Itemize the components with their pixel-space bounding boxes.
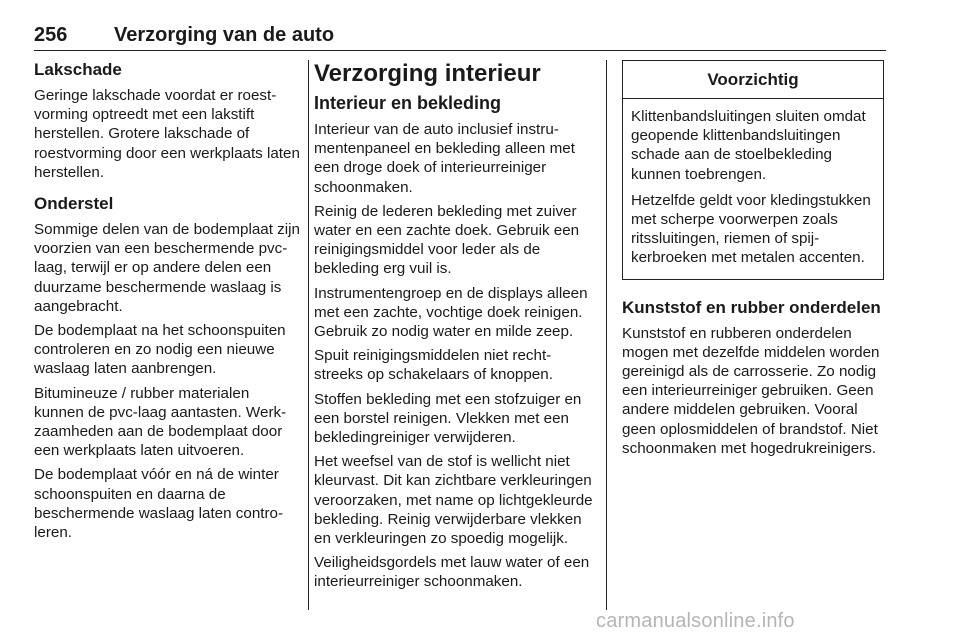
- paragraph: Stoffen bekleding met een stofzuiger en een borstel reinigen. Vlekken met een bekledingreiniger verwijderen.: [314, 390, 582, 447]
- paragraph: Sommige delen van de bodemplaat zijn voorzien van een beschermende pvc-laag, terwijl er op andere delen een duurzame beschermende waslaag is aangebracht.: [34, 221, 300, 315]
- paragraph: Spuit reinigingsmiddelen niet rechtstreeks op schakelaars of knoppen.: [314, 347, 553, 384]
- page-header: [34, 22, 886, 51]
- page-number: 256: [34, 24, 68, 46]
- chapter-heading: Verzorging interieur: [314, 60, 541, 87]
- paragraph: Kunststof en rubberen onderdelen mogen met dezelfde middelen worden gereinigd als de carrosserie. Zo nodig een interieurreiniger gebruiken. Geen andere middelen gebruiken. Vooral geen oplosmiddelen of brandstof. Niet schoonmaken met hogedrukreinigers.: [622, 324, 880, 457]
- paragraph: De bodemplaat vóór en ná de winter schoonspuiten en daarna de beschermende waslaag laten controleren.: [34, 466, 284, 542]
- section-heading-lakschade: Lakschade: [34, 60, 122, 79]
- paragraph: Bitumineuze / rubber materialen kunnen de pvc-laag aantasten. Werkzaamheden aan de bodemplaat door een werkplaats laten uitvoeren.: [34, 384, 287, 460]
- caution-box: [622, 60, 884, 280]
- watermark-text: carmanualsonline.info: [596, 610, 795, 632]
- paragraph: Interieur van de auto inclusief instrumentenpaneel en bekleding alleen met een droge doek of interieurreiniger schoonmaken.: [314, 121, 575, 196]
- paragraph: Veiligheidsgordels met lauw water of een interieurreiniger schoonmaken.: [314, 554, 590, 591]
- paragraph: Geringe lakschade voordat er roestvorming optreedt met een lakstift herstellen. Grotere lakschade of roestvorming door een werkplaats laten herstellen.: [34, 87, 300, 181]
- caution-body: [623, 99, 883, 279]
- column-middle: [314, 60, 594, 597]
- paragraph: De bodemplaat na het schoonspuiten controleren en zo nodig een nieuwe waslaag laten aanbrengen.: [34, 322, 286, 378]
- paragraph: Instrumentengroep en de displays alleen met een zachte, vochtige doek reinigen. Gebruik zo nodig water en milde zeep.: [314, 284, 588, 341]
- column-left: [34, 60, 302, 547]
- paragraph: Het weefsel van de stof is wellicht niet kleurvast. Dit kan zichtbare verkleuringen veroorzaken, met name op lichtgekleurde bekleding. Reinig verwijderbare vlekken en verkleuringen zo spoedig mogelijk.: [314, 453, 593, 548]
- sub-heading: Interieur en bekleding: [314, 93, 502, 113]
- section-heading-kunststof: Kunststof en rubber onderdelen: [622, 297, 881, 317]
- caution-title: Voorzichtig: [623, 61, 883, 99]
- paragraph: Reinig de lederen bekleding met zuiver water en een zachte doek. Gebruik een reinigingsmiddel voor leder als de bekleding erg vuil is.: [314, 202, 580, 278]
- running-title: Verzorging van de auto: [114, 24, 335, 46]
- column-right: [622, 60, 888, 463]
- column-divider: [308, 60, 309, 610]
- caution-text: Hetzelfde geldt voor kledingstukken met scherpe voorwerpen zoals ritssluitingen, riemen of spijkerbroeken met metalen accenten.: [631, 191, 871, 267]
- column-divider: [606, 60, 607, 610]
- section-heading-onderstel: Onderstel: [34, 194, 114, 214]
- caution-text: Klittenbandsluitingen sluiten omdat geopende klittenbandsluitingen schade aan de stoelbekleding kunnen toebrengen.: [631, 108, 866, 183]
